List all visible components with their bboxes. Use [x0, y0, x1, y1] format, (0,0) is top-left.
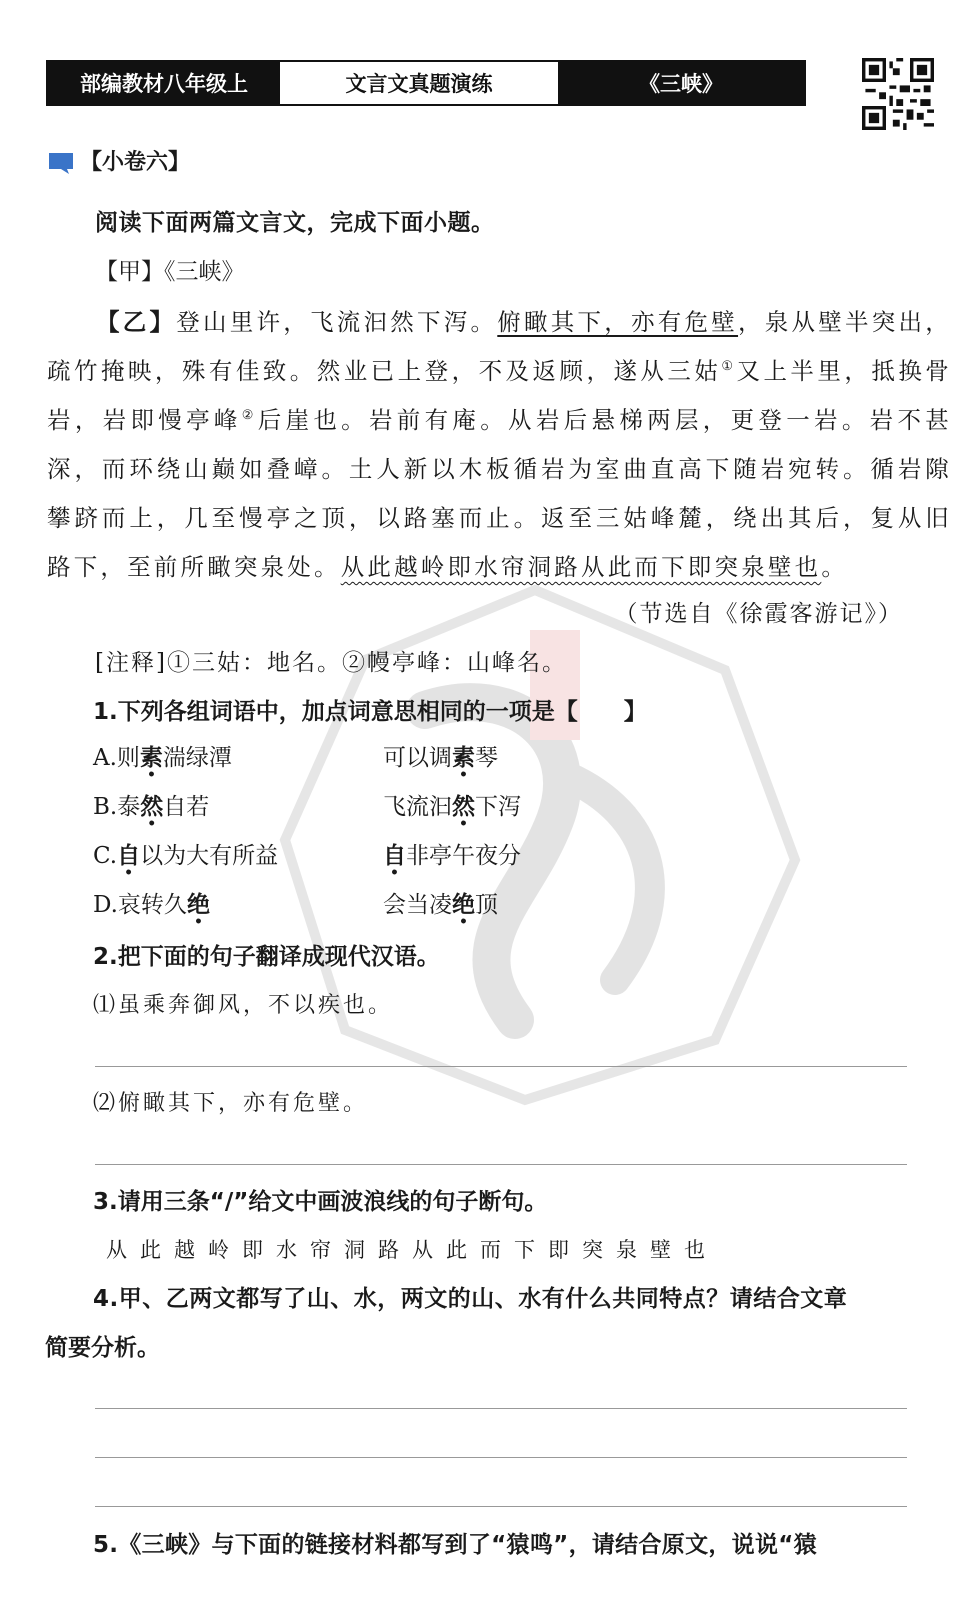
question-2-stem: 2.把下面的句子翻译成现代汉语。 [93, 944, 440, 970]
question-5-line-1: 5.《三峡》与下面的链接材料都写到了“猿鸣”，请结合原文，说说“猿 [93, 1532, 817, 1558]
passage-source: （节选自《徐霞客游记》） [614, 601, 903, 627]
question-4-line-2: 简要分析。 [45, 1335, 160, 1361]
watermark-logo [255, 560, 815, 1120]
text-jia-label: 【甲】《三峡》 [95, 259, 245, 285]
header-lesson: 《三峡》 [558, 62, 804, 104]
option-d-left: D.哀转久绝 [93, 891, 210, 918]
option-b-left: B.泰然自若 [93, 793, 210, 820]
question-1-stem: 1.下列各组词语中，加点词意思相同的一项是【 】 [93, 699, 647, 725]
answer-line [95, 1408, 907, 1409]
bookmark-icon [47, 151, 75, 175]
passage-yi: 【乙】登山里许，飞流汩然下泻。俯瞰其下，亦有危壁，泉从壁半突出，疏竹掩映，殊有佳致。然业已上登，不及返顾，遂从三姑①又上半里，抵换骨岩，岩即慢亭峰②后崖也。岩前有庵。从岩后悬梯两层，更登一岩。岩不甚深，而环绕山巅如叠嶂。土人新以木板循岩为室曲直高下随岩宛转。循岩隙攀跻而上，几至慢亭之顶，以路塞而止。返至三姑峰麓，绕出其后，复从旧路下，至前所瞰突泉处。从此越岭即水帘洞路从此而下即突泉壁也。 [47, 308, 953, 581]
option-c-left: C.自以为大有所益 [93, 842, 279, 869]
answer-line [95, 1164, 907, 1165]
answer-line [95, 1506, 907, 1507]
wavy-sentence: 从此越岭即水帘洞路从此而下即突泉壁也 [340, 553, 822, 581]
punctuation-sentence: 从此越岭即水帘洞路从此而下即突泉壁也 [106, 1238, 718, 1262]
option-a-left: A.则素湍绿潭 [93, 744, 232, 771]
option-c-right: 自非亭午夜分 [383, 842, 521, 869]
header-bar [46, 60, 806, 106]
header-section: 文言文真题演练 [280, 62, 558, 104]
annotation-notes: [注释]①三姑：地名。②幔亭峰：山峰名。 [95, 650, 567, 676]
reading-instruction: 阅读下面两篇文言文，完成下面小题。 [95, 210, 495, 236]
option-d-right: 会当凌绝顶 [383, 891, 498, 918]
translate-item-2: ⑵俯瞰其下，亦有危壁。 [93, 1091, 369, 1116]
question-3-stem: 3.请用三条“/”给文中画波浪线的句子断句。 [93, 1189, 548, 1215]
answer-line [95, 1457, 907, 1458]
option-b-right: 飞流汩然下泻 [383, 793, 521, 820]
option-a-right: 可以调素琴 [383, 744, 498, 771]
translate-item-1: ⑴虽乘奔御风，不以疾也。 [93, 993, 394, 1018]
answer-line [95, 1066, 907, 1067]
qr-code-icon [862, 58, 934, 130]
underlined-sentence: 俯瞰其下，亦有危壁 [497, 308, 739, 336]
header-grade: 部编教材八年级上 [48, 62, 280, 104]
section-title: 【小卷六】 [80, 150, 191, 175]
question-4-line-1: 4.甲、乙两文都写了山、水，两文的山、水有什么共同特点？请结合文章 [93, 1286, 848, 1312]
passage-yi-label: 【乙】 [96, 308, 177, 336]
